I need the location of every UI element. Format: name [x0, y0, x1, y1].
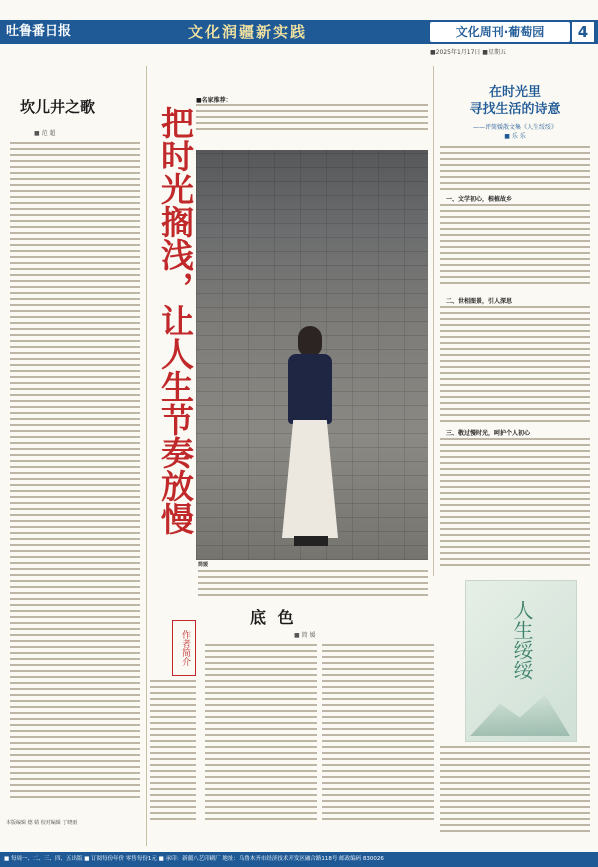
- review-subtitle-text: ——评简媛散文集《人生绥绥》: [472, 124, 557, 131]
- review-byline: ■ 乐 乐: [504, 133, 526, 140]
- person-top: [288, 354, 332, 424]
- review-section-1: 一、文学初心，根植故乡: [446, 196, 513, 203]
- poem-title: 底 色: [250, 608, 297, 627]
- intro-label: ■名家推荐：: [196, 97, 232, 104]
- poem-body-col1: [205, 644, 317, 824]
- feature-headline: 把时光搁浅，让人生节奏放慢: [156, 106, 195, 535]
- poem-body-col2: [322, 644, 434, 824]
- review-headline: [438, 84, 592, 118]
- review-subtitle: [438, 122, 592, 140]
- poem-body-col0: [150, 680, 196, 824]
- review-section-3: 三、敬过慢时光，呵护个人初心: [446, 430, 531, 437]
- book-description: [440, 746, 590, 836]
- person-shoes: [294, 536, 328, 546]
- review-headline-line2: 寻找生活的诗意: [469, 102, 561, 117]
- review-body-c: [440, 306, 590, 426]
- footer-bar: ■ 每周一、二、三、四、五出版 ■ 订阅每份年价 零售每份1元 ■ 承印：新疆八艺印刷厂 地址：乌鲁木齐市经济技术开发区融合路118号 邮政编码 830026: [0, 852, 598, 867]
- author-name: 简媛: [198, 562, 209, 568]
- person-hair: [298, 326, 322, 356]
- author-seal: 作者简介: [172, 620, 196, 676]
- review-body-a: [440, 146, 590, 194]
- review-body-d: [440, 438, 590, 570]
- article-body: [10, 142, 140, 802]
- column-divider: [146, 66, 147, 846]
- article-author: ■ 范 超: [34, 130, 56, 137]
- intro-box: [196, 97, 428, 142]
- intro-text: [196, 104, 428, 130]
- review-headline-line1: 在时光里: [488, 85, 541, 100]
- review-section-2: 二、世相图景，引人深思: [446, 298, 513, 305]
- newspaper-logo: 吐鲁番日报: [6, 24, 72, 39]
- issue-date: ■2025年1月17日 ■星期五: [430, 49, 506, 56]
- masthead-slogan: 文化润疆新实践: [188, 23, 308, 41]
- review-body-b: [440, 204, 590, 288]
- poem-author: ■ 简 媛: [294, 632, 316, 639]
- editors-credit: 本版编辑 德 婧 校对编辑 丁晓雨: [6, 820, 78, 826]
- author-photo: [196, 150, 428, 560]
- page-number: 4: [572, 22, 594, 42]
- book-title: 人生绥绥: [510, 600, 534, 680]
- column-divider: [433, 66, 434, 576]
- article-title: 坎儿井之歌: [20, 98, 96, 116]
- section-title: 文化周刊·葡萄园: [430, 22, 570, 42]
- author-bio-text: [198, 570, 428, 596]
- author-bio: [198, 562, 428, 600]
